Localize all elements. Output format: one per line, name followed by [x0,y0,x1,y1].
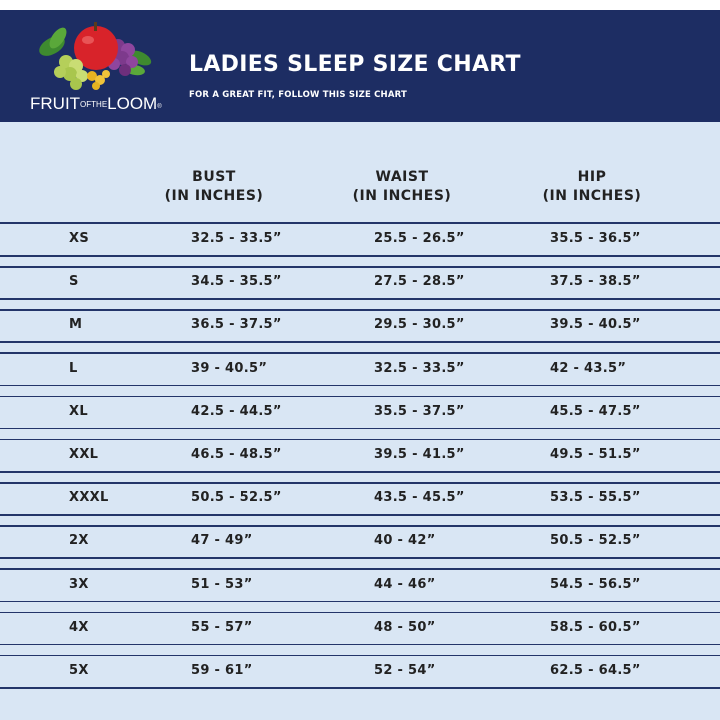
cell-hip: 39.5 - 40.5” [550,317,641,333]
cell-bust: 32.5 - 33.5” [191,231,282,246]
cell-size: 4X [69,619,89,635]
cell-bust: 42.5 - 44.5” [191,403,282,419]
cell-bust: 34.5 - 35.5” [191,274,282,290]
cell-bust: 59 - 61” [191,663,253,678]
column-header-line1: HIP [577,169,607,185]
cell-size: XXXL [69,490,109,506]
table-row [0,447,720,467]
fruit-cluster-icon [30,18,180,98]
row-divider [0,655,720,657]
column-header-line2: (IN INCHES) [352,188,452,204]
brand-wordmark [30,94,180,114]
row-divider [0,568,720,570]
table-row [0,620,720,640]
row-divider [0,266,720,268]
row-divider [0,309,720,311]
cell-bust: 46.5 - 48.5” [191,447,282,462]
cell-size: 5X [69,663,89,678]
cell-waist: 25.5 - 26.5” [374,231,465,246]
cell-hip: 50.5 - 52.5” [550,533,641,549]
cell-hip: 54.5 - 56.5” [550,576,641,592]
row-divider [0,471,720,473]
cell-bust: 55 - 57” [191,619,253,635]
table-row [0,577,720,597]
cell-waist: 35.5 - 37.5” [374,403,465,419]
table-row [0,663,720,683]
brand-logo [30,18,180,118]
table-row [0,404,720,424]
cell-waist: 43.5 - 45.5” [374,490,465,506]
column-header-line2: (IN INCHES) [164,188,264,204]
cell-waist: 39.5 - 41.5” [374,447,465,462]
cell-size: S [69,274,79,290]
cell-bust: 50.5 - 52.5” [191,490,282,506]
row-divider [0,612,720,614]
cell-hip: 53.5 - 55.5” [550,490,641,506]
cell-hip: 45.5 - 47.5” [550,403,641,419]
cell-hip: 49.5 - 51.5” [550,447,641,462]
header-banner [0,10,720,122]
cell-waist: 44 - 46” [374,576,436,592]
cell-size: L [69,360,78,376]
row-divider [0,341,720,343]
row-divider [0,352,720,354]
column-header-line2: (IN INCHES) [542,188,642,204]
row-divider [0,525,720,527]
row-divider [0,428,720,430]
table-row [0,317,720,337]
trademark-icon: ® [157,104,162,110]
row-divider [0,298,720,300]
column-header-line1: WAIST [375,169,429,185]
cell-size: 3X [69,576,89,592]
column-header-waist [312,168,492,206]
row-divider [0,601,720,603]
cell-waist: 32.5 - 33.5” [374,360,465,376]
column-header-line1: BUST [192,169,236,185]
table-row [0,533,720,553]
column-header-bust [124,168,304,206]
row-divider [0,557,720,559]
brand-small-bottom: THE [91,100,108,109]
page-subtitle: FOR A GREAT FIT, FOLLOW THIS SIZE CHART [189,90,408,100]
row-divider [0,482,720,484]
cell-size: XXL [69,447,99,462]
cell-hip: 58.5 - 60.5” [550,619,641,635]
table-row [0,490,720,510]
cell-hip: 62.5 - 64.5” [550,663,641,678]
cell-hip: 42 - 43.5” [550,360,627,376]
cell-waist: 27.5 - 28.5” [374,274,465,290]
cell-bust: 36.5 - 37.5” [191,317,282,333]
row-divider [0,255,720,257]
cell-bust: 47 - 49” [191,533,253,549]
cell-waist: 48 - 50” [374,619,436,635]
cell-size: M [69,317,83,333]
table-row [0,361,720,381]
table-row [0,274,720,294]
cell-size: 2X [69,533,89,549]
page-title: LADIES SLEEP SIZE CHART [189,52,521,77]
cell-waist: 40 - 42” [374,533,436,549]
cell-size: XL [69,403,88,419]
cell-hip: 35.5 - 36.5” [550,231,641,246]
top-strip [0,0,720,10]
row-divider [0,385,720,387]
brand-small-top: OF [80,100,92,109]
cell-waist: 52 - 54” [374,663,436,678]
column-header-hip [502,168,682,206]
row-divider [0,396,720,398]
brand-line2: LOOM [107,94,158,113]
table-row [0,231,720,251]
cell-size: XS [69,231,89,246]
cell-bust: 39 - 40.5” [191,360,268,376]
row-divider [0,514,720,516]
cell-hip: 37.5 - 38.5” [550,274,641,290]
cell-bust: 51 - 53” [191,576,253,592]
brand-line1: FRUIT [30,94,81,113]
row-divider [0,222,720,224]
row-divider [0,687,720,689]
row-divider [0,439,720,441]
row-divider [0,644,720,646]
cell-waist: 29.5 - 30.5” [374,317,465,333]
